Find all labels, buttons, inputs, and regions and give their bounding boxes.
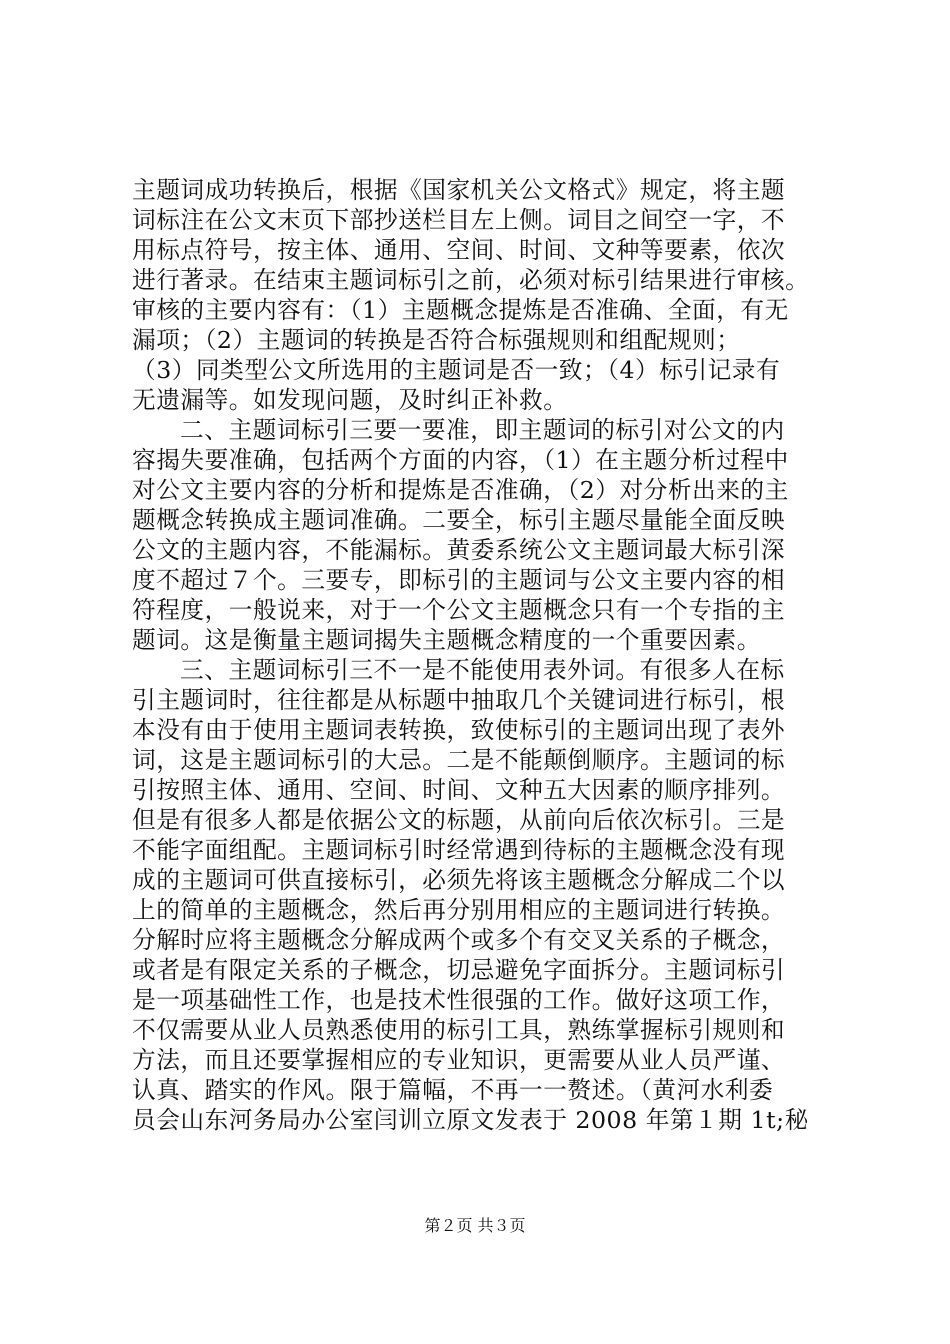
text-line: 引主题词时，往往都是从标题中抽取几个关键词进行标引，根 — [132, 686, 786, 714]
text-line: 员会山东河务局办公室闫训立原文发表于 2008 年第１期 1t;秘 — [132, 1106, 809, 1134]
text-line: 容揭失要准确，包括两个方面的内容，（1）在主题分析过程中 — [132, 446, 789, 474]
text-line: 符程度，一般说来，对于一个公文主题概念只有一个专指的主 — [132, 596, 786, 624]
text-line: 本没有由于使用主题词表转换，致使标引的主题词出现了表外 — [132, 716, 786, 744]
text-line: 题概念转换成主题词准确。二要全，标引主题尽量能全面反映 — [132, 506, 786, 534]
text-line: 题词。这是衡量主题词揭失主题概念精度的一个重要因素。 — [132, 626, 761, 654]
text-line: 审核的主要内容有：（1）主题概念提炼是否准确、全面，有无 — [132, 296, 789, 324]
text-line: 漏项；（2）主题词的转换是否符合标强规则和组配规则； — [132, 326, 741, 354]
section-heading-line: 二、主题词标引三要一要准，即主题词的标引对公文的内 — [180, 416, 785, 444]
text-line: 无遗漏等。如发现问题，及时纠正补救。 — [132, 386, 568, 414]
text-line: 进行著录。在结束主题词标引之前，必须对标引结果进行审核。 — [132, 266, 810, 294]
text-line: 不仅需要从业人员熟悉使用的标引工具，熟练掌握标引规则和 — [132, 1016, 786, 1044]
document-body — [132, 175, 848, 1135]
section-heading-line: 三、主题词标引三不一是不能使用表外词。有很多人在标 — [180, 656, 785, 684]
text-line: 用标点符号，按主体、通用、空间、时间、文种等要素，依次 — [132, 236, 786, 264]
text-line: 引按照主体、通用、空间、时间、文种五大因素的顺序排列。 — [132, 776, 786, 804]
text-line: 不能字面组配。主题词标引时经常遇到待标的主题概念没有现 — [132, 836, 786, 864]
text-line: 度不超过７个。三要专，即标引的主题词与公文主要内容的相 — [132, 566, 786, 594]
text-line: 分解时应将主题概念分解成两个或多个有交叉关系的子概念， — [132, 926, 786, 954]
text-line: 公文的主题内容，不能漏标。黄委系统公文主题词最大标引深 — [132, 536, 786, 564]
text-line: 词标注在公文末页下部抄送栏目左上侧。词目之间空一字，不 — [132, 206, 786, 234]
text-line: 是一项基础性工作，也是技术性很强的工作。做好这项工作， — [132, 986, 786, 1014]
text-line: 成的主题词可供直接标引，必须先将该主题概念分解成二个以 — [132, 866, 786, 894]
text-line: （3）同类型公文所选用的主题词是否一致；（4）标引记录有 — [132, 356, 781, 384]
text-line: 或者是有限定关系的子概念，切忌避免字面拆分。主题词标引 — [132, 956, 786, 984]
text-line: 认真、踏实的作风。限于篇幅，不再一一赘述。（黄河水利委 — [132, 1076, 774, 1104]
page-number-footer: 第２页 共３页 — [424, 1216, 526, 1235]
text-line: 主题词成功转换后，根据《国家机关公文格式》规定，将主题 — [132, 176, 786, 204]
text-line: 词，这是主题词标引的大忌。二是不能颠倒顺序。主题词的标 — [132, 746, 786, 774]
text-line: 方法，而且还要掌握相应的专业知识，更需要从业人员严谨、 — [132, 1046, 786, 1074]
text-line: 上的简单的主题概念，然后再分别用相应的主题词进行转换。 — [132, 896, 786, 924]
text-line: 但是有很多人都是依据公文的标题，从前向后依次标引。三是 — [132, 806, 786, 834]
text-line: 对公文主要内容的分析和提炼是否准确，（2）对分析出来的主 — [132, 476, 789, 504]
